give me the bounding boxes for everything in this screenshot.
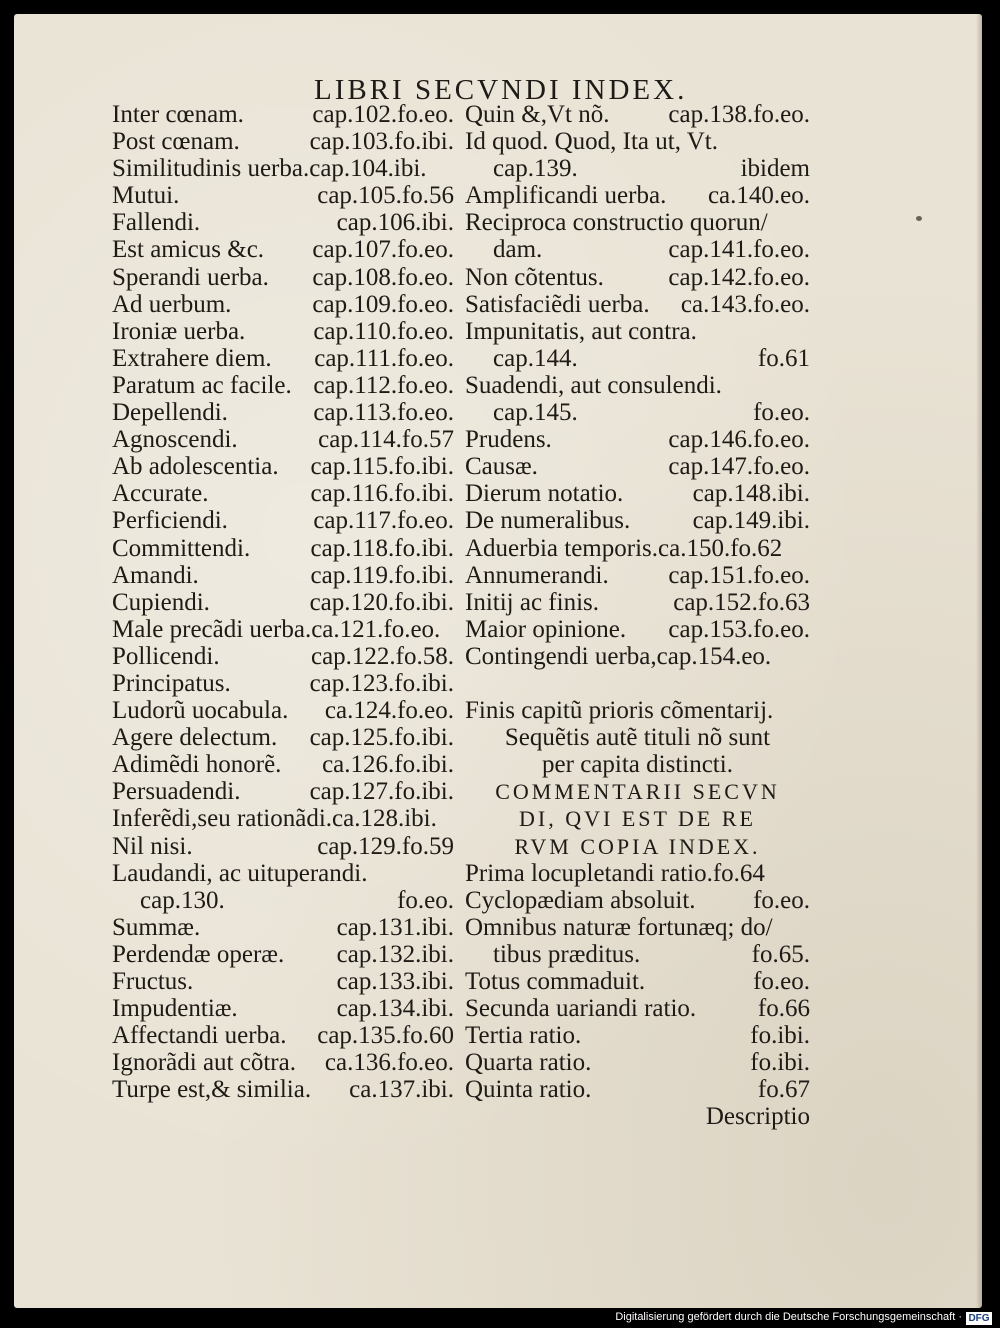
index-entry — [465, 372, 810, 399]
index-reference: cap.152.fo.63 — [673, 588, 810, 616]
index-term: Satisfaciẽdi uerba. — [465, 290, 650, 318]
index-entry — [112, 372, 454, 399]
index-entry — [465, 833, 810, 860]
index-term: Adimẽdi honorẽ. — [112, 751, 282, 779]
index-reference: cap.141.fo.eo. — [668, 236, 810, 264]
index-term: RVM COPIA INDEX. — [514, 833, 761, 859]
index-entry — [112, 778, 454, 805]
index-reference: cap.147.fo.eo. — [668, 453, 810, 481]
index-term: Inter cœnam. — [112, 101, 244, 128]
index-entry — [112, 562, 454, 589]
index-reference: cap.133.ibi. — [336, 968, 454, 995]
index-entry — [112, 589, 454, 616]
index-term: Agere delectum. — [112, 724, 278, 752]
index-entry — [112, 1049, 454, 1076]
index-reference: cap.117.fo.eo. — [313, 507, 454, 535]
index-term: Persuadendi. — [112, 778, 241, 806]
index-reference: cap.114.fo.57 — [318, 426, 454, 454]
index-term: Dierum notatio. — [465, 480, 624, 508]
index-reference: ca.124.fo.eo. — [324, 697, 454, 725]
index-entry — [465, 507, 810, 534]
index-reference: cap.108.fo.eo. — [312, 263, 454, 291]
dfg-logo-icon: DFG — [966, 1312, 992, 1325]
index-reference: cap.148.ibi. — [692, 480, 810, 508]
index-entry — [112, 914, 454, 941]
index-term: Summæ. — [112, 913, 201, 941]
index-term: cap.145. — [493, 399, 578, 427]
index-reference: cap.116.fo.ibi. — [310, 480, 454, 508]
index-term: Perficiendi. — [112, 507, 228, 535]
index-entry — [112, 453, 454, 480]
index-reference: cap.125.fo.ibi. — [309, 724, 454, 752]
index-reference: cap.149.ibi. — [692, 507, 810, 535]
page-header: LIBRI SECVNDI INDEX. — [314, 74, 688, 106]
index-reference: cap.113.fo.eo. — [313, 399, 454, 427]
index-reference: cap.112.fo.eo. — [313, 371, 454, 399]
index-term: Amandi. — [112, 561, 199, 589]
index-term: Similitudinis uerba.cap.104.ibi. — [112, 155, 427, 183]
ink-speck — [916, 216, 922, 221]
index-term: Quin &,Vt nõ. — [465, 101, 610, 128]
index-entry — [465, 995, 810, 1022]
index-term: Principatus. — [112, 669, 231, 697]
index-term: COMMENTARII SECVN — [495, 779, 780, 805]
index-reference: fo.66 — [757, 995, 810, 1023]
index-term: Impunitatis, aut contra. — [465, 317, 697, 345]
index-term: Omnibus naturæ fortunæq; do/ — [465, 913, 773, 941]
index-term: Totus commaduit. — [465, 968, 646, 995]
index-term: Committendi. — [112, 534, 251, 562]
index-entry — [465, 209, 810, 236]
index-term: Secunda uariandi ratio. — [465, 995, 697, 1023]
index-term: Fallendi. — [112, 209, 201, 237]
index-term: Amplificandi uerba. — [465, 182, 667, 210]
index-reference: ca.143.fo.eo. — [680, 290, 810, 318]
index-term: Accurate. — [112, 480, 209, 508]
index-entry — [465, 643, 810, 670]
index-term: Maior opinione. — [465, 615, 627, 643]
index-entry — [465, 914, 810, 941]
index-term: Sperandi uerba. — [112, 263, 269, 291]
index-reference: cap.134.ibi. — [336, 995, 454, 1023]
index-reference: cap.122.fo.58. — [310, 642, 454, 670]
index-entry — [465, 670, 810, 697]
footer-credit: Digitalisierung gefördert durch die Deutsche Forschungsgemeinschaft · — [615, 1311, 962, 1323]
index-term: Inferẽdi,seu rationãdi.ca.128.ibi. — [112, 805, 437, 833]
index-entry — [112, 1022, 454, 1049]
index-term: Agnoscendi. — [112, 426, 238, 454]
index-term: Laudandi, ac uituperandi. — [112, 859, 368, 887]
index-term: Cyclopædiam absoluit. — [465, 886, 696, 914]
index-term: Cupiendi. — [112, 588, 210, 616]
index-reference: ibidem — [740, 155, 810, 183]
index-entry — [112, 968, 454, 995]
index-reference: cap.146.fo.eo. — [668, 426, 810, 454]
index-entry — [112, 860, 454, 887]
index-term: cap.139. — [493, 155, 578, 183]
index-term: Aduerbia temporis.ca.150.fo.62 — [465, 534, 783, 562]
index-term: Finis capitũ prioris cõmentarij. — [465, 697, 774, 725]
index-entry — [465, 155, 810, 182]
index-term: Extrahere diem. — [112, 344, 272, 372]
index-reference: cap.120.fo.ibi. — [309, 588, 454, 616]
index-reference: fo.eo. — [753, 886, 810, 914]
index-entry — [465, 1022, 810, 1049]
index-entry — [112, 291, 454, 318]
index-entry — [465, 724, 810, 751]
index-entry — [465, 589, 810, 616]
index-entry — [112, 887, 454, 914]
index-reference: cap.138.fo.eo. — [668, 101, 810, 128]
index-entry — [465, 887, 810, 914]
index-term: Ludorũ uocabula. — [112, 697, 289, 725]
index-term: tibus præditus. — [493, 940, 641, 968]
index-reference: cap.151.fo.eo. — [668, 561, 810, 589]
index-reference: cap.115.fo.ibi. — [310, 453, 454, 481]
index-entry — [112, 182, 454, 209]
index-reference: cap.142.fo.eo. — [668, 263, 810, 291]
index-term: Fructus. — [112, 968, 194, 995]
index-reference: fo.ibi. — [750, 1022, 810, 1050]
index-entry — [112, 236, 454, 263]
index-reference: ca.137.ibi. — [349, 1076, 454, 1104]
index-term: Contingendi uerba,cap.154.eo. — [465, 642, 772, 670]
index-term: Annumerandi. — [465, 561, 609, 589]
index-entry — [112, 805, 454, 832]
index-column-right — [465, 101, 810, 1131]
index-entry — [112, 128, 454, 155]
index-term: Male precãdi uerba.ca.121.fo.eo. — [112, 615, 441, 643]
index-term: Reciproca constructio quorun/ — [465, 209, 768, 237]
index-term: DI, QVI EST DE RE — [519, 806, 756, 832]
index-reference: fo.eo. — [753, 968, 810, 995]
index-term: De numeralibus. — [465, 507, 631, 535]
page-edge-shadow — [976, 14, 982, 1308]
index-entry — [112, 643, 454, 670]
index-reference: fo.61 — [757, 344, 810, 372]
index-reference: cap.107.fo.eo. — [312, 236, 454, 264]
index-entry — [112, 751, 454, 778]
index-reference: fo.67 — [757, 1076, 810, 1104]
index-entry — [465, 1076, 810, 1103]
index-term: Quinta ratio. — [465, 1076, 592, 1104]
index-entry — [465, 616, 810, 643]
index-term: Ab adolescentia. — [112, 453, 279, 481]
index-entry — [465, 968, 810, 995]
index-reference: cap.109.fo.eo. — [312, 290, 454, 318]
index-reference: cap.131.ibi. — [336, 913, 454, 941]
index-entry — [112, 833, 454, 860]
index-reference: ca.136.fo.eo. — [324, 1049, 454, 1077]
index-entry — [465, 860, 810, 887]
index-reference: cap.102.fo.eo. — [312, 101, 454, 128]
index-entry — [112, 941, 454, 968]
index-entry — [112, 507, 454, 534]
index-term: Ad uerbum. — [112, 290, 232, 318]
index-entry — [112, 426, 454, 453]
index-entry — [465, 562, 810, 589]
index-entry — [112, 101, 454, 128]
index-entry — [465, 101, 810, 128]
index-term: dam. — [493, 236, 543, 264]
index-term: Sequẽtis autẽ tituli nõ sunt — [504, 724, 771, 752]
index-term: cap.144. — [493, 344, 578, 372]
index-term: Non cõtentus. — [465, 263, 604, 291]
index-entry — [112, 697, 454, 724]
index-entry — [112, 995, 454, 1022]
index-reference: cap.123.fo.ibi. — [309, 669, 454, 697]
index-reference: cap.105.fo.56 — [317, 182, 454, 210]
index-entry — [112, 345, 454, 372]
index-term: Post cœnam. — [112, 128, 240, 156]
index-entry — [465, 399, 810, 426]
index-reference: cap.129.fo.59 — [317, 832, 454, 860]
index-term: Mutui. — [112, 182, 180, 210]
index-entry — [465, 426, 810, 453]
index-term: Perdendæ operæ. — [112, 940, 285, 968]
index-term: Quarta ratio. — [465, 1049, 592, 1077]
index-reference: cap.110.fo.eo. — [313, 317, 454, 345]
index-entry — [465, 182, 810, 209]
index-entry — [465, 805, 810, 832]
index-term: Initij ac finis. — [465, 588, 599, 616]
index-term: Ignorãdi aut cõtra. — [112, 1049, 296, 1077]
index-entry — [465, 318, 810, 345]
index-term: Prudens. — [465, 426, 552, 454]
index-entry — [465, 480, 810, 507]
index-entry — [465, 778, 810, 805]
index-reference: cap.103.fo.ibi. — [309, 128, 454, 156]
index-reference: cap.153.fo.eo. — [668, 615, 810, 643]
index-entry — [465, 751, 810, 778]
index-entry — [465, 535, 810, 562]
index-entry — [112, 670, 454, 697]
index-entry — [465, 236, 810, 263]
index-entry — [465, 453, 810, 480]
index-term: Id quod. Quod, Ita ut, Vt. — [465, 128, 718, 156]
index-term: Prima locupletandi ratio.fo.64 — [465, 859, 765, 887]
index-term: Est amicus &c. — [112, 236, 265, 264]
index-reference: fo.eo. — [753, 399, 810, 427]
index-reference: cap.106.ibi. — [336, 209, 454, 237]
index-reference: ca.140.eo. — [707, 182, 810, 210]
index-entry — [465, 264, 810, 291]
index-term: per capita distincti. — [542, 751, 733, 779]
index-reference: fo.65. — [751, 940, 810, 968]
index-reference: cap.119.fo.ibi. — [310, 561, 454, 589]
index-term: Impudentiæ. — [112, 995, 238, 1023]
index-entry — [465, 941, 810, 968]
index-term: Pollicendi. — [112, 642, 220, 670]
index-entry — [465, 1049, 810, 1076]
index-entry — [112, 155, 454, 182]
index-term: Suadendi, aut consulendi. — [465, 371, 722, 399]
index-term: Causæ. — [465, 453, 538, 481]
index-reference: cap.118.fo.ibi. — [310, 534, 454, 562]
index-entry — [465, 128, 810, 155]
index-column-left — [112, 101, 454, 1103]
index-reference: fo.eo. — [397, 886, 454, 914]
index-entry — [112, 318, 454, 345]
index-term: Affectandi uerba. — [112, 1022, 287, 1050]
index-entry — [465, 291, 810, 318]
index-reference: cap.111.fo.eo. — [314, 344, 454, 372]
index-entry — [112, 480, 454, 507]
index-entry — [112, 616, 454, 643]
index-entry — [465, 697, 810, 724]
index-term: Descriptio — [705, 1103, 810, 1131]
index-entry — [112, 399, 454, 426]
index-entry — [112, 264, 454, 291]
index-reference: fo.ibi. — [750, 1049, 810, 1077]
index-entry — [112, 535, 454, 562]
index-term: Ironiæ uerba. — [112, 317, 246, 345]
index-entry — [465, 1103, 810, 1130]
index-term: Tertia ratio. — [465, 1022, 582, 1050]
index-term: Depellendi. — [112, 399, 228, 427]
index-term: Turpe est,& similia. — [112, 1076, 312, 1104]
index-entry — [112, 724, 454, 751]
index-entry — [465, 345, 810, 372]
index-reference: cap.132.ibi. — [336, 940, 454, 968]
index-term: cap.130. — [140, 886, 225, 914]
index-term: Paratum ac facile. — [112, 371, 292, 399]
index-reference: cap.127.fo.ibi. — [309, 778, 454, 806]
index-entry — [112, 209, 454, 236]
index-reference: cap.135.fo.60 — [317, 1022, 454, 1050]
index-reference: ca.126.fo.ibi. — [322, 751, 454, 779]
index-term: Nil nisi. — [112, 832, 193, 860]
index-entry — [112, 1076, 454, 1103]
